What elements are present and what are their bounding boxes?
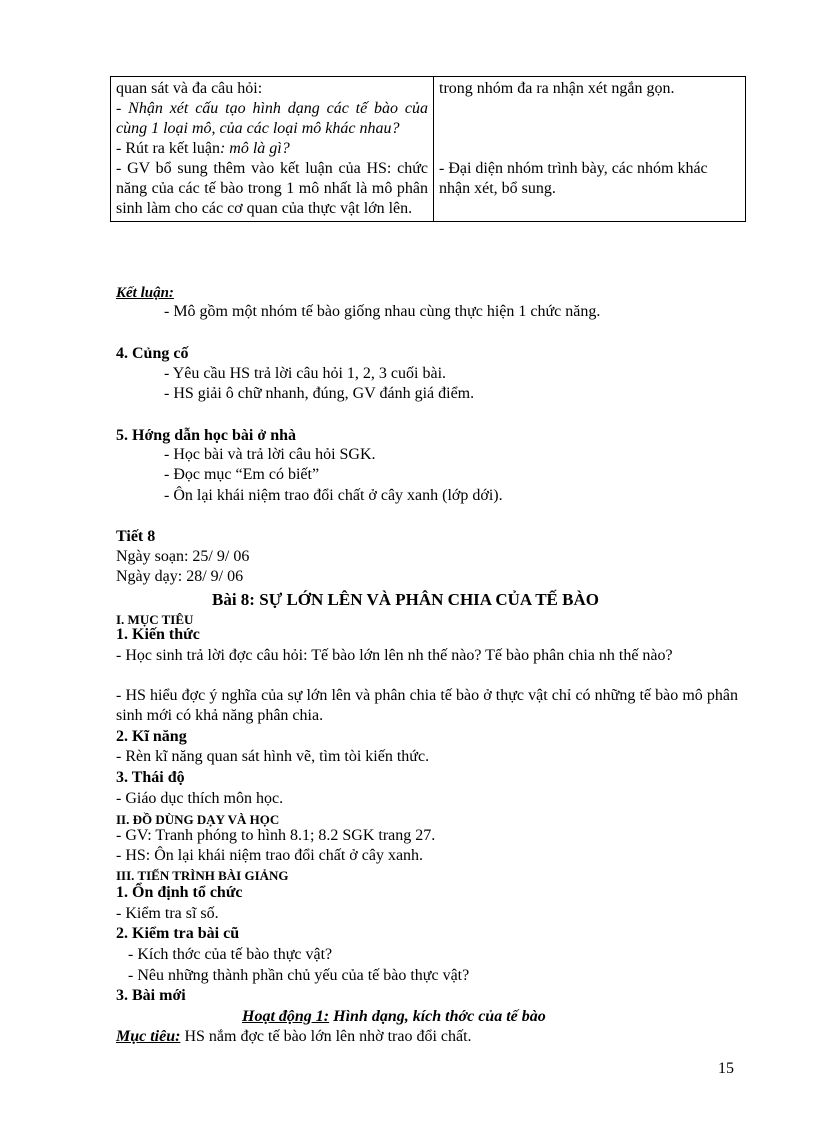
table-left-p4: - GV bổ sung thêm vào kết luận của HS: chức năng của các tế bào trong 1 mô nhất là mô phân sinh làm cho các cơ quan của thực vật lớn lên. bbox=[116, 160, 428, 217]
do-dung-gv: - GV: Tranh phóng to hình 8.1; 8.2 SGK trang 27. bbox=[116, 827, 436, 844]
cung-co-item-2: - HS giải ô chữ nhanh, đúng, GV đánh giá điểm. bbox=[164, 385, 475, 402]
lesson-title-prefix: Bài 8: bbox=[212, 590, 255, 609]
kien-thuc-2: - HS hiểu đợc ý nghĩa của sự lớn lên và phân chia tế bào ở thực vật chỉ có những tế bào mô phân sinh mới có khả năng phân chia. bbox=[116, 687, 738, 724]
kien-thuc-heading: 1. Kiến thức bbox=[116, 626, 200, 643]
activity-table bbox=[110, 76, 746, 222]
ket-luan-text: - Mô gồm một nhóm tế bào giống nhau cùng thực hiện 1 chức năng. bbox=[164, 303, 601, 320]
tiet-heading: Tiết 8 bbox=[116, 528, 156, 545]
table-row bbox=[111, 77, 746, 222]
table-left-p1: quan sát và đa câu hỏi: bbox=[116, 80, 263, 97]
page-number: 15 bbox=[718, 1060, 734, 1077]
cung-co-item-1: - Yêu cầu HS trả lời câu hỏi 1, 2, 3 cuối bài. bbox=[164, 365, 447, 382]
table-left-p3-prefix: - Rút ra kết luận bbox=[116, 140, 220, 157]
hoat-dong-heading bbox=[242, 1007, 546, 1027]
huong-dan-item-2: - Đọc mục “Em có biết” bbox=[164, 466, 320, 483]
thai-do-text: - Giáo dục thích môn học. bbox=[116, 790, 284, 807]
ngay-soan: Ngày soạn: 25/ 9/ 06 bbox=[116, 548, 250, 565]
tien-trinh-heading: III. TIẾN TRÌNH BÀI GIẢNG bbox=[116, 868, 289, 883]
muc-tieu-heading: I. MỤC TIÊU bbox=[116, 612, 194, 627]
kiem-tra-heading: 2. Kiểm tra bài cũ bbox=[116, 925, 240, 942]
thai-do-heading: 3. Thái độ bbox=[116, 769, 185, 786]
bai-moi-heading: 3. Bài mới bbox=[116, 987, 186, 1004]
muc-tieu-text: HS nắm đợc tế bào lớn lên nhờ trao đổi chất. bbox=[180, 1028, 472, 1045]
ki-nang-heading: 2. Kĩ năng bbox=[116, 728, 187, 745]
hoat-dong-muc-tieu bbox=[116, 1027, 472, 1047]
table-right-p1: trong nhóm đa ra nhận xét ngắn gọn. bbox=[439, 80, 675, 97]
table-left-p3-italic: : mô là gì? bbox=[219, 140, 290, 157]
do-dung-heading: II. ĐỒ DÙNG DẠY VÀ HỌC bbox=[116, 812, 280, 827]
lesson-title bbox=[212, 590, 599, 610]
lesson-title-text: SỰ LỚN LÊN VÀ PHÂN CHIA CỦA TẾ BÀO bbox=[259, 590, 599, 609]
huong-dan-item-1: - Học bài và trả lời câu hỏi SGK. bbox=[164, 446, 376, 463]
ket-luan-heading: Kết luận: bbox=[116, 285, 174, 301]
on-dinh-heading: 1. Ổn định tổ chức bbox=[116, 884, 243, 901]
table-right-p2: - Đại diện nhóm trình bày, các nhóm khác nhận xét, bổ sung. bbox=[439, 160, 708, 197]
teacher-activity-cell bbox=[111, 77, 434, 222]
muc-tieu-label: Mục tiêu: bbox=[116, 1028, 181, 1045]
huong-dan-heading: 5. Hớng dẫn học bài ở nhà bbox=[116, 427, 296, 444]
hoat-dong-label: Hoạt động 1: bbox=[242, 1008, 330, 1025]
kiem-tra-1: - Kích thớc của tế bào thực vật? bbox=[128, 946, 333, 963]
kien-thuc-1: - Học sinh trả lời đợc câu hỏi: Tế bào lớn lên nh thế nào? Tế bào phân chia nh thế nào? bbox=[116, 647, 673, 664]
table-left-p3 bbox=[116, 139, 428, 159]
hoat-dong-title: Hình dạng, kích thớc của tế bào bbox=[329, 1008, 546, 1025]
do-dung-hs: - HS: Ôn lại khái niệm trao đổi chất ở cây xanh. bbox=[116, 847, 424, 864]
kiem-tra-2: - Nêu những thành phần chủ yếu của tế bào thực vật? bbox=[128, 967, 470, 984]
ki-nang-text: - Rèn kĩ năng quan sát hình vẽ, tìm tòi kiến thức. bbox=[116, 748, 430, 765]
huong-dan-item-3: - Ôn lại khái niệm trao đổi chất ở cây xanh (lớp dới). bbox=[164, 487, 503, 504]
student-activity-cell bbox=[434, 77, 746, 222]
on-dinh-text: - Kiểm tra sĩ số. bbox=[116, 905, 219, 922]
ngay-day: Ngày dạy: 28/ 9/ 06 bbox=[116, 568, 244, 585]
cung-co-heading: 4. Củng cố bbox=[116, 345, 189, 362]
table-left-p2: - Nhận xét cấu tạo hình dạng các tế bào của cùng 1 loại mô, của các loại mô khác nhau? bbox=[116, 100, 428, 137]
